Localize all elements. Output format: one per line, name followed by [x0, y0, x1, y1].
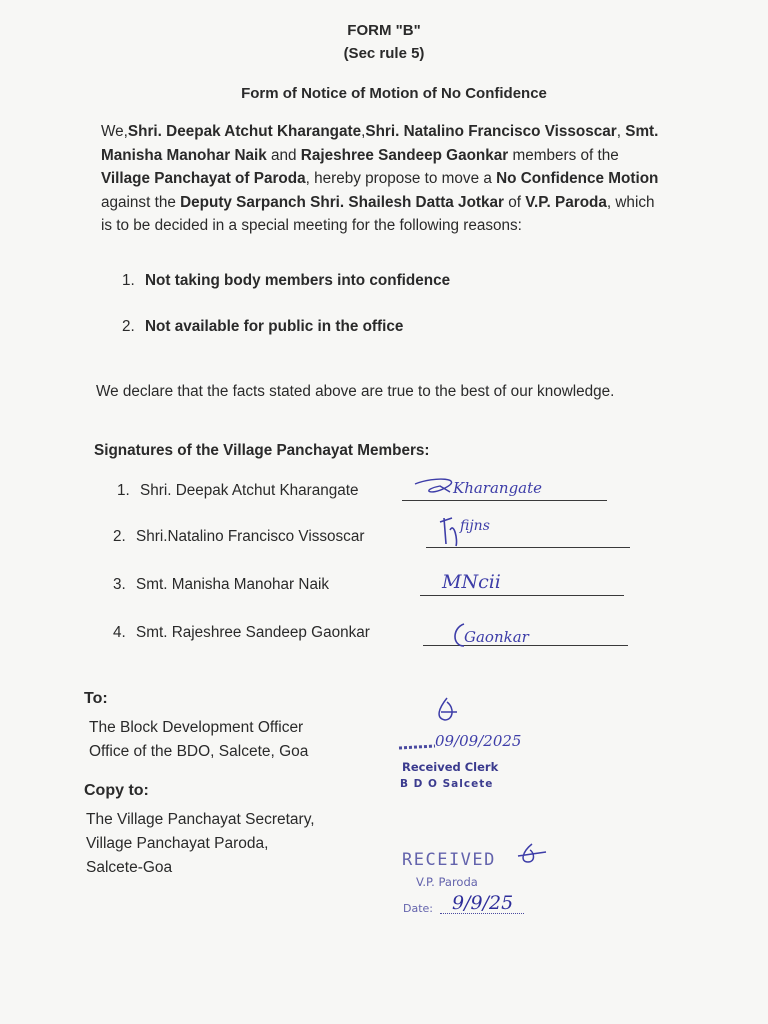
bdo-received-date: 09/09/2025 — [435, 732, 522, 750]
reason-number: 2. — [122, 318, 135, 335]
form-subtitle: (Sec rule 5) — [343, 45, 425, 62]
signature-number: 3. — [113, 576, 126, 593]
signature-2-text: fijns — [460, 518, 490, 534]
signature-number: 2. — [113, 528, 126, 545]
reason-item — [122, 318, 403, 336]
to-address-line: Office of the BDO, Salcete, Goa — [89, 743, 309, 760]
copy-to-address-line: The Village Panchayat Secretary, — [86, 811, 315, 828]
signature-member-name: Shri. Deepak Atchut Kharangate — [140, 482, 359, 499]
to-address-line: The Block Development Officer — [89, 719, 304, 736]
vp-short-name: V.P. Paroda — [525, 193, 607, 211]
intro-comma-2: , — [616, 123, 626, 140]
intro-we: We, — [101, 123, 128, 140]
vp-stamp-received: RECEIVED — [402, 850, 496, 870]
vp-received-scribble — [512, 840, 552, 870]
member-1-name: Shri. Deepak Atchut Kharangate — [127, 123, 362, 140]
intro-paragraph — [101, 120, 661, 238]
to-address — [89, 716, 308, 764]
signature-3-scribble — [440, 566, 540, 596]
village-panchayat-name: Village Panchayat of Paroda — [101, 170, 306, 187]
intro-against: against the — [101, 193, 181, 211]
signature-2-scribble — [436, 510, 546, 550]
to-label: To: — [84, 690, 108, 707]
bdo-stamp-line-2: B D O Salcete — [400, 778, 494, 790]
intro-members-of: members of the — [508, 146, 619, 164]
member-4-name: Rajeshree Sandeep Gaonkar — [300, 146, 509, 164]
signature-member-name: Smt. Rajeshree Sandeep Gaonkar — [136, 624, 370, 641]
signature-4-scribble — [450, 618, 580, 652]
form-title: FORM "B" — [347, 22, 421, 39]
bdo-received-scribble — [395, 694, 565, 754]
reason-text: Not taking body members into confidence — [145, 272, 451, 289]
signature-4-text: Gaonkar — [464, 628, 529, 646]
declaration: We declare that the facts stated above are true to the best of our knowledge. — [96, 383, 615, 400]
intro-and: and — [266, 146, 301, 164]
intro-tail: , which is to be decided in a special meeting for the following reasons: — [101, 193, 655, 234]
vp-stamp-date: 9/9/25 — [452, 892, 514, 914]
form-heading: Form of Notice of Motion of No Confidence — [241, 85, 547, 102]
signature-number: 1. — [117, 482, 130, 499]
vp-stamp-date-label: Date: — [403, 902, 433, 915]
intro-comma-1: , — [361, 123, 366, 140]
signature-member-name: Smt. Manisha Manohar Naik — [136, 576, 330, 593]
signature-row-4 — [113, 624, 370, 642]
signatures-heading: Signatures of the Village Panchayat Members: — [94, 442, 430, 459]
intro-hereby: , hereby propose to move a — [305, 170, 497, 187]
member-2-name: Shri. Natalino Francisco Vissoscar — [365, 123, 617, 140]
motion-target: Deputy Sarpanch Shri. Shailesh Datta Jotkar — [180, 193, 504, 211]
vp-stamp-place: V.P. Paroda — [416, 875, 478, 889]
intro-of: of — [503, 193, 526, 211]
signature-1-text: Kharangate — [453, 479, 543, 497]
signature-row-2 — [113, 528, 364, 546]
reason-text: Not available for public in the office — [145, 318, 404, 335]
motion-name: No Confidence Motion — [496, 170, 659, 187]
copy-to-address-line: Salcete-Goa — [86, 859, 173, 876]
reason-number: 1. — [122, 272, 135, 289]
signature-3-text: MNcii — [442, 571, 501, 593]
copy-to-address-line: Village Panchayat Paroda, — [86, 835, 269, 852]
signature-row-3 — [113, 576, 329, 594]
copy-to-label: Copy to: — [84, 782, 149, 799]
reason-item — [122, 272, 450, 290]
bdo-stamp-line-1: Received Clerk — [402, 760, 499, 774]
signature-number: 4. — [113, 624, 126, 641]
signature-member-name: Shri.Natalino Francisco Vissoscar — [136, 528, 365, 545]
signature-row-1 — [117, 482, 359, 500]
member-3-name: Smt. Manisha Manohar Naik — [101, 123, 659, 164]
copy-to-address — [86, 808, 315, 880]
signature-1-scribble — [405, 474, 605, 504]
